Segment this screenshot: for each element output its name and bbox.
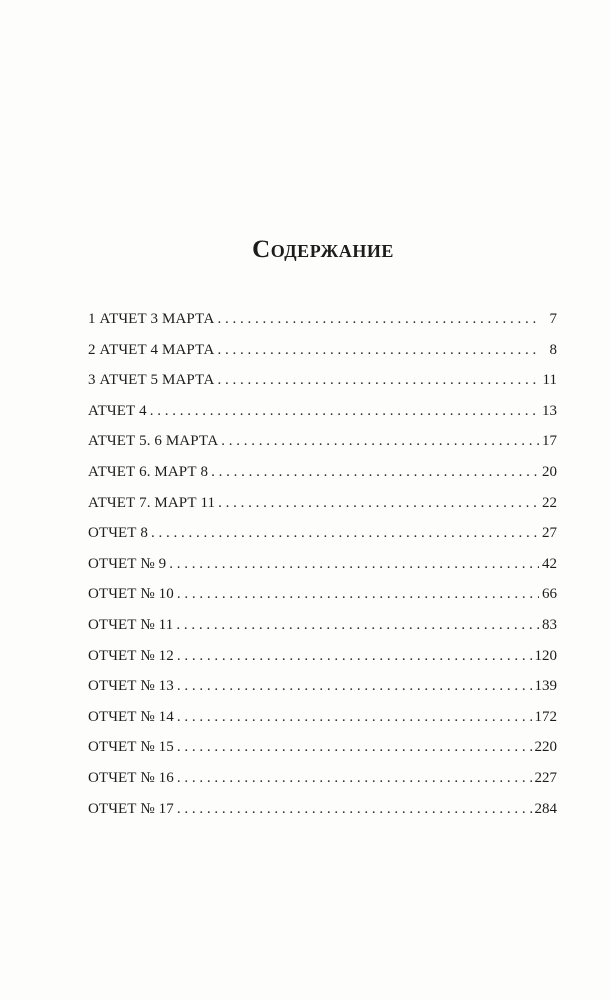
toc-entry-label: ОТЧЕТ № 13 [88,678,174,695]
toc-entry [88,342,557,373]
toc-entry-label: ОТЧЕТ № 16 [88,769,174,786]
toc-entry-page: 172 [534,708,557,725]
toc-entry [88,311,557,342]
dot-leader [177,586,539,603]
toc-entry-page: 17 [542,433,557,450]
toc-entry [88,525,557,556]
toc-entry-page: 66 [542,586,557,603]
toc-entry-page: 120 [534,647,557,664]
toc-entry [88,617,557,648]
toc-entry [88,770,557,801]
dot-leader [177,709,532,726]
dot-leader [177,678,532,695]
dot-leader [151,525,539,542]
toc-entry [88,433,557,464]
toc-entry-page: 22 [542,494,557,511]
toc-entry-label: АТЧЕТ 5. 6 МАРТА [88,433,219,450]
dot-leader [217,372,539,389]
toc-entry-label: 1 АТЧЕТ 3 МАРТА [88,311,215,327]
toc-entry [88,648,557,679]
page-title: Содержание [252,236,394,263]
toc-entry [88,495,557,526]
toc-entry [88,739,557,770]
toc-entry-page: 220 [534,739,557,756]
toc-entry-label: 3 АТЧЕТ 5 МАРТА [88,372,215,389]
toc-entry-page: 42 [542,555,557,572]
toc-entry-label: ОТЧЕТ № 12 [88,647,174,664]
toc-entry-label: ОТЧЕТ № 15 [88,739,174,756]
dot-leader [217,311,540,328]
toc-entry-label: АТЧЕТ 4 [88,402,147,419]
toc-entry-label: ОТЧЕТ № 17 [88,800,174,817]
toc-entry [88,464,557,495]
toc-entry-page: 83 [542,616,557,633]
toc-entry-page: 8 [549,341,557,358]
dot-leader [177,648,532,665]
toc-entry-label: АТЧЕТ 6. МАРТ 8 [88,463,209,480]
dot-leader [211,464,539,481]
toc-entry [88,709,557,740]
toc-entry-page: 7 [549,311,557,327]
toc-entry-label: ОТЧЕТ № 11 [88,616,174,633]
toc-entry [88,556,557,587]
toc-entry [88,372,557,403]
dot-leader [176,617,539,634]
toc-entry-label: ОТЧЕТ № 9 [88,555,167,572]
toc-entry-label: ОТЧЕТ № 14 [88,708,174,725]
dot-leader [217,342,540,359]
toc-entry-label: ОТЧЕТ 8 [88,525,149,542]
dot-leader [177,739,532,756]
table-of-contents [88,311,557,831]
toc-entry-page: 27 [542,525,557,542]
toc-entry-page: 13 [542,402,557,419]
toc-entry [88,801,557,832]
toc-entry [88,678,557,709]
toc-entry-label: ОТЧЕТ № 10 [88,586,174,603]
dot-leader [150,403,539,420]
toc-entry-page: 20 [542,463,557,480]
toc-entry-label: АТЧЕТ 7. МАРТ 11 [88,494,216,511]
toc-entry-page: 284 [534,800,557,817]
toc-entry [88,586,557,617]
dot-leader [177,801,532,818]
dot-leader [221,433,539,450]
toc-entry-page: 11 [542,372,557,389]
toc-entry-page: 227 [534,769,557,786]
toc-entry [88,403,557,434]
dot-leader [218,495,539,512]
dot-leader [169,556,539,573]
dot-leader [177,770,532,787]
toc-entry-page: 139 [534,678,557,695]
toc-entry-label: 2 АТЧЕТ 4 МАРТА [88,341,215,358]
